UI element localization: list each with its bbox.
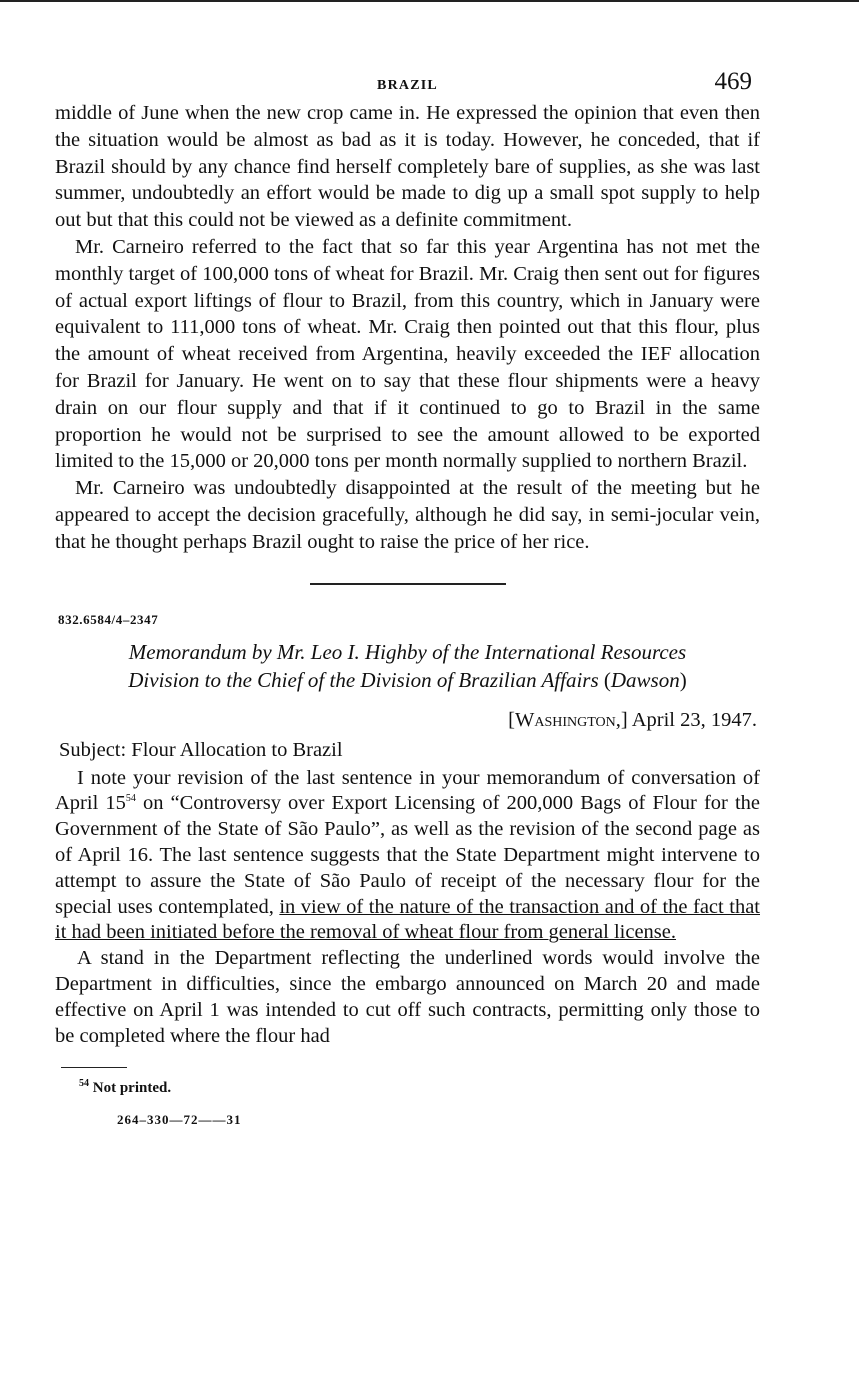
paragraph-continued: middle of June when the new crop came in. He expressed the opinion that even then the situation would be almost as bad as it is today. However, he conceded, that if Brazil should by any chance find herself completely bare of supplies, as she was last summer, undoubtedly an effort would be made to dig up a small spot supply to help out but that this could not be viewed as a definite commitment. xyxy=(55,102,760,232)
paragraph-carneiro-argentina: Mr. Carneiro referred to the fact that so far this year Argentina has not met the monthly target of 100,000 tons of wheat for Brazil. Mr. Craig then sent out for figures of actual export liftings of flour to Brazil, from this country, which in January were equivalent to 111,000 tons of wheat. Mr. Craig then pointed out that this flour, plus the amount of wheat received from Argentina, heavily exceeded the IEF allocation for Brazil for January. He went on to say that these flour shipments were a heavy drain on our flour supply and that if it continued to go to Brazil in the same proportion he would not be surprised to see the amount allowed to be exported limited to the 15,000 or 20,000 tons per month normally supplied to northern Brazil. xyxy=(55,235,760,473)
running-header xyxy=(55,60,760,100)
paragraph-carneiro-disappointed: Mr. Carneiro was undoubtedly disappointed at the result of the meeting but he appeared to accept the decision gracefully, although he did say, in semi-jocular vein, that he thought perhaps Brazil ought to raise the price of her rice. xyxy=(55,477,760,553)
document-title-line-2: Division to the Chief of the Division of Brazilian Affairs (Dawson) xyxy=(128,667,687,692)
document-file-number: 832.6584/4–2347 xyxy=(58,611,159,627)
subject-line: Subject: Flour Allocation to Brazil xyxy=(59,738,343,761)
addressee-name: Dawson xyxy=(610,667,680,692)
page-number: 469 xyxy=(714,68,752,95)
document-title xyxy=(55,638,760,694)
top-edge-rule xyxy=(0,0,859,2)
footnote-rule xyxy=(61,1067,127,1068)
memo-paragraph-1-middle: on “Controversy over Export Licensing of 200,000 Bags of Flour for the Government of the State of São Paulo”, as well as the revision of the second page as of April 16. The last sentence suggests that the State Department might intervene to attempt to assure the State of São Paulo of receipt of the necessary flour for the special uses contemplated, xyxy=(55,792,760,918)
footnote-reference: 54 xyxy=(125,793,136,805)
running-title: BRAZIL xyxy=(377,78,438,93)
print-code: 264–330—72——31 xyxy=(117,1112,242,1128)
document-page xyxy=(55,60,760,1128)
dateline-date: April 23, 1947. xyxy=(631,708,757,731)
memo-paragraph-1 xyxy=(55,766,760,947)
document-title-line-2-text: Division to the Chief of the Division of Brazilian Affairs xyxy=(128,667,599,692)
footnote xyxy=(79,1078,760,1098)
memo-paragraph-1-start: I note your revision of the last sentence in your memorandum of conversation of April 15 xyxy=(55,766,760,815)
dateline: [Washington,] April 23, 1947. xyxy=(508,708,757,731)
dateline-place: Washington xyxy=(515,708,616,731)
footnote-marker: 54 xyxy=(79,1078,89,1090)
underlined-passage: in view of the nature of the transaction and of the fact that it had been initiated before the removal of wheat flour from general license. xyxy=(55,895,760,944)
section-divider xyxy=(310,583,506,585)
memo-paragraph-2: A stand in the Department reflecting the underlined words would involve the Department in difficulties, since the embargo announced on March 20 and made effective on April 1 was intended to cut off such contracts, permitting only those to be completed where the flour had xyxy=(55,947,760,1047)
document-title-line-1: Memorandum by Mr. Leo I. Highby of the International Resources xyxy=(128,639,687,664)
continued-memorandum-text xyxy=(55,100,760,556)
footnote-text: Not printed. xyxy=(92,1080,172,1097)
memorandum-body xyxy=(55,766,760,1050)
